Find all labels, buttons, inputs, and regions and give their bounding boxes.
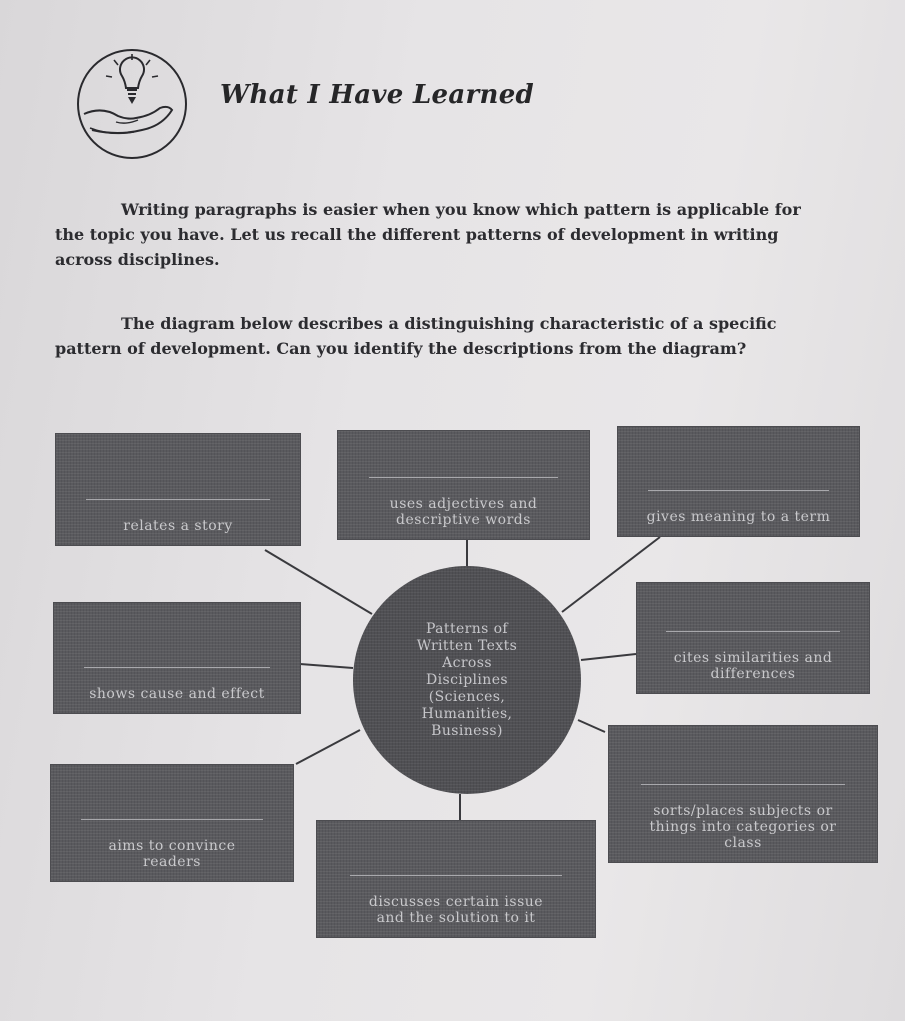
box-description: cites similarities and bbox=[673, 650, 833, 666]
center-line: Across bbox=[442, 654, 492, 671]
center-line: Disciplines bbox=[425, 671, 508, 688]
answer-blank bbox=[648, 490, 830, 491]
box-description: differences bbox=[710, 666, 796, 682]
box-description: descriptive words bbox=[396, 512, 531, 528]
page-title: What I Have Learned bbox=[220, 80, 535, 110]
box-description: uses adjectives and bbox=[389, 496, 538, 512]
intro-line: across disciplines. bbox=[55, 250, 220, 269]
connector-line bbox=[296, 730, 360, 764]
intro-line: Writing paragraphs is easier when you know which pattern is applicable for bbox=[121, 200, 801, 219]
pattern-box-description bbox=[337, 430, 590, 540]
box-description: things into categories or bbox=[649, 819, 837, 835]
box-description: relates a story bbox=[123, 518, 233, 534]
box-description: class bbox=[724, 835, 762, 851]
connector-line bbox=[578, 720, 605, 732]
center-line: Patterns of bbox=[425, 620, 509, 637]
box-description: gives meaning to a term bbox=[646, 509, 831, 525]
center-line: Written Texts bbox=[416, 637, 518, 654]
answer-blank bbox=[641, 784, 844, 785]
center-line: Business) bbox=[431, 722, 503, 739]
box-description: discusses certain issue bbox=[368, 894, 544, 910]
connector-line bbox=[581, 654, 636, 660]
answer-blank bbox=[369, 477, 559, 478]
center-topic-circle bbox=[353, 566, 581, 794]
box-description: sorts/places subjects or bbox=[653, 803, 833, 819]
center-line: (Sciences, bbox=[428, 688, 506, 705]
box-description: shows cause and effect bbox=[89, 686, 265, 702]
center-line: Humanities, bbox=[421, 705, 513, 722]
pattern-box-cause-effect bbox=[53, 602, 301, 714]
pattern-box-definition bbox=[617, 426, 860, 537]
intro-line: the topic you have. Let us recall the different patterns of development in writing bbox=[55, 225, 779, 244]
answer-blank bbox=[84, 667, 270, 668]
connector-line bbox=[300, 664, 353, 668]
instruction-line: pattern of development. Can you identify the descriptions from the diagram? bbox=[55, 339, 747, 358]
answer-blank bbox=[81, 819, 263, 820]
pattern-box-classification bbox=[608, 725, 878, 863]
answer-blank bbox=[350, 875, 561, 876]
pattern-box-problem-solution bbox=[316, 820, 596, 938]
pattern-box-persuasion bbox=[50, 764, 294, 882]
box-description: readers bbox=[143, 854, 201, 870]
pattern-box-comparison bbox=[636, 582, 870, 694]
answer-blank bbox=[666, 631, 840, 632]
answer-blank bbox=[86, 499, 270, 500]
pattern-box-narration bbox=[55, 433, 301, 546]
box-description: aims to convince bbox=[108, 838, 236, 854]
box-description: and the solution to it bbox=[376, 910, 536, 926]
instruction-line: The diagram below describes a distinguishing characteristic of a specific bbox=[121, 314, 777, 333]
